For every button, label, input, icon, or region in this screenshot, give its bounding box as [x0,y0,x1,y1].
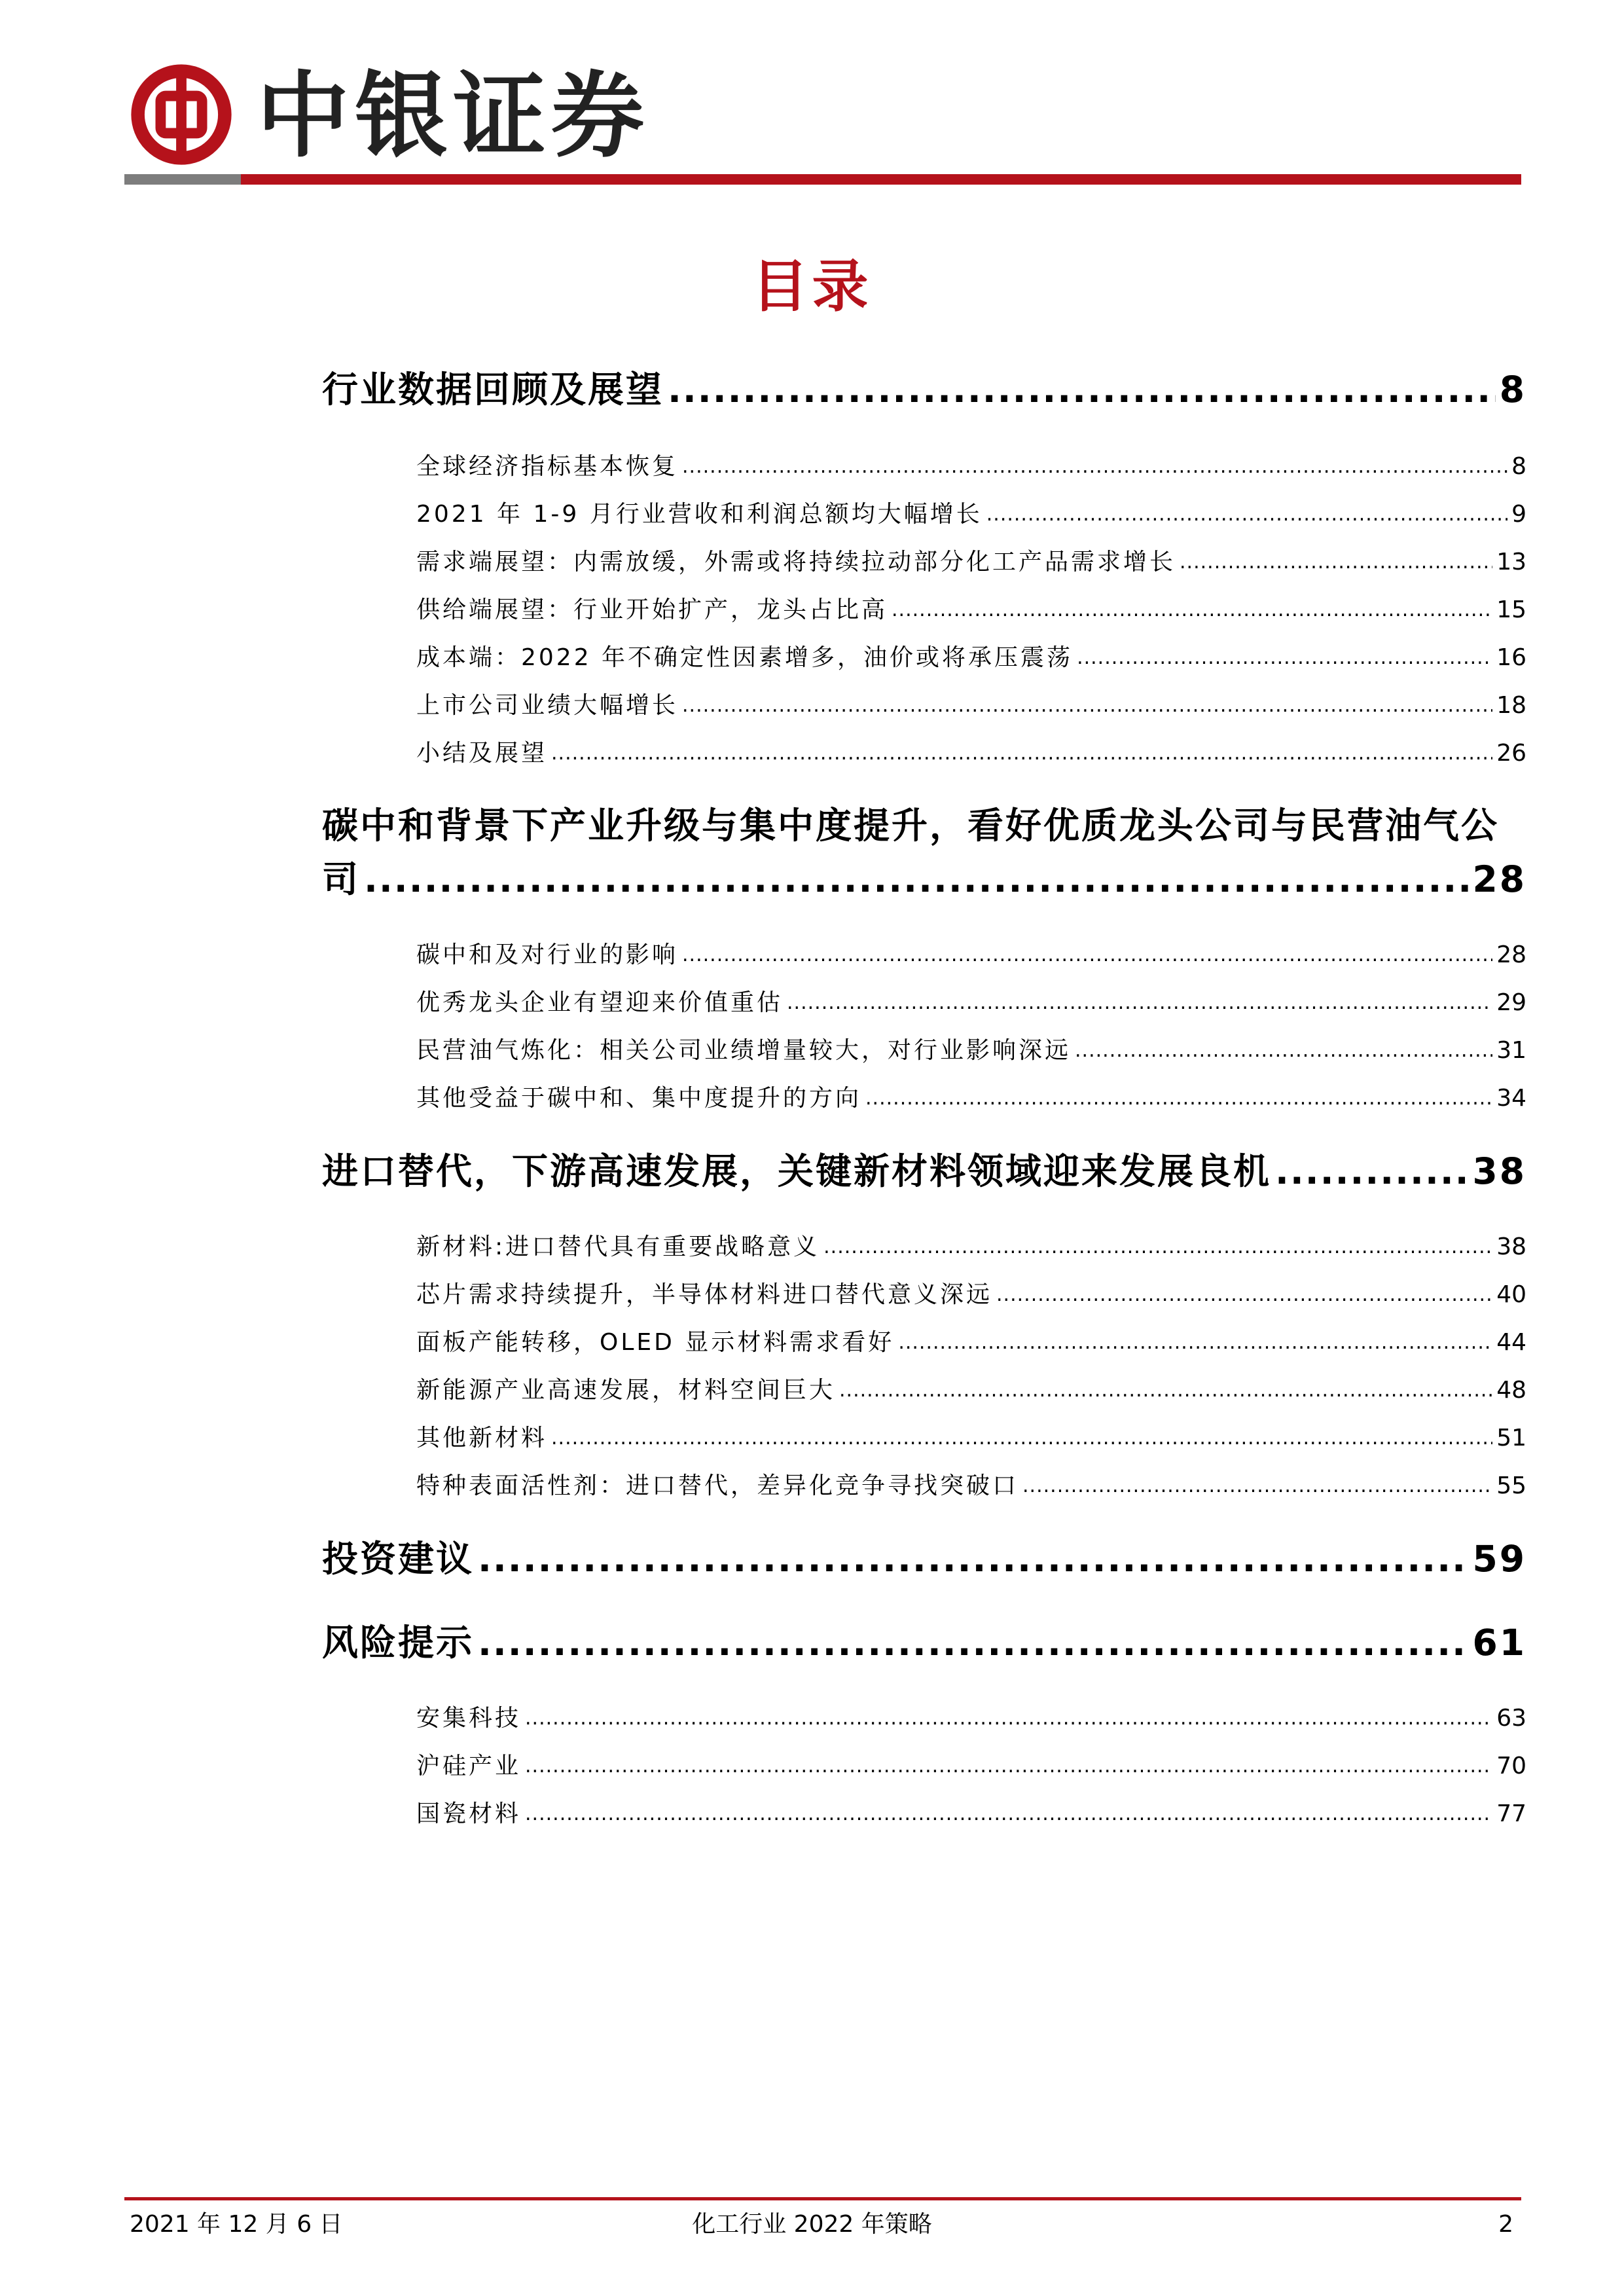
toc-page-number: 29 [1496,989,1526,1016]
header-divider-gray [124,174,241,185]
toc-page-number: 38 [1472,1150,1526,1192]
toc-page-number: 70 [1496,1753,1526,1779]
toc-leader [1077,642,1492,674]
toc-page-number: 61 [1472,1622,1526,1664]
toc-page-number: 8 [1499,369,1526,410]
bank-of-china-logo-icon [130,63,233,166]
footer-date: 2021 年 12 月 6 日 [130,2211,343,2238]
toc-leader [986,498,1507,531]
toc-item-title: 供给端展望：行业开始扩产，龙头占比高 [416,596,888,623]
toc-item-title: 其他受益于碳中和、集中度提升的方向 [416,1085,862,1112]
toc-leader [682,939,1492,972]
toc-leader [1180,546,1492,579]
toc-item[interactable] [416,1326,1526,1359]
toc-section-title: 进口替代，下游高速发展，关键新材料领域迎来发展良机 [322,1150,1272,1192]
toc-section-title: 行业数据回顾及展望 [322,369,664,410]
toc-page-number: 15 [1496,596,1526,623]
toc-leader [1075,1034,1492,1067]
toc-item[interactable] [416,1034,1526,1067]
toc-item-title: 碳中和及对行业的影响 [416,941,679,968]
toc-item-title: 需求端展望：内需放缓，外需或将持续拉动部分化工产品需求增长 [416,549,1176,575]
toc-page-number: 28 [1472,858,1526,900]
toc-leader [787,987,1492,1019]
toc-section-2-title-line1[interactable]: 碳中和背景下产业升级与集中度提升，看好优质龙头公司与民营油气公 [322,805,1500,847]
toc-item[interactable] [416,1750,1526,1783]
toc-item[interactable] [416,1422,1526,1455]
toc-item-title: 面板产能转移，OLED 显示材料需求看好 [416,1329,895,1356]
toc-page-number: 18 [1496,692,1526,719]
toc-page-number: 55 [1496,1472,1526,1499]
toc-leader [525,1798,1492,1831]
toc-item[interactable] [416,987,1526,1019]
toc-leader [551,737,1492,770]
footer-rule [124,2197,1521,2200]
toc-leader [682,689,1492,722]
toc-item[interactable] [416,1798,1526,1831]
footer-page-number: 2 [1498,2211,1513,2238]
toc-item-title: 新能源产业高速发展，材料空间巨大 [416,1377,836,1404]
toc-item-title: 新材料:进口替代具有重要战略意义 [416,1233,820,1260]
toc-page-number: 44 [1496,1329,1526,1356]
toc-item-title: 安集科技 [416,1705,522,1732]
toc-leader [525,1750,1492,1783]
toc-leader [823,1231,1492,1264]
toc-page-number: 8 [1511,453,1526,480]
toc-item[interactable] [416,689,1526,722]
toc-page-number: 63 [1496,1705,1526,1732]
toc-title: 目录 [751,254,873,319]
header-divider-red [241,174,1521,185]
toc-item[interactable] [416,594,1526,627]
toc-item-title: 上市公司业绩大幅增长 [416,692,679,719]
toc-item[interactable] [416,939,1526,972]
toc-page-number: 34 [1496,1085,1526,1112]
toc-item[interactable] [416,737,1526,770]
toc-leader [1275,1146,1468,1197]
toc-item-title: 芯片需求持续提升，半导体材料进口替代意义深远 [416,1281,993,1308]
toc-page-number: 31 [1496,1037,1526,1064]
toc-item-title: 小结及展望 [416,740,548,767]
toc-page-number: 59 [1472,1538,1526,1580]
toc-leader [1022,1470,1492,1503]
toc-item[interactable] [416,1374,1526,1407]
toc-item-title: 沪硅产业 [416,1753,522,1779]
toc-page-number: 51 [1496,1425,1526,1451]
toc-item[interactable] [416,1470,1526,1503]
toc-section-4[interactable] [322,1533,1526,1584]
brand-name: 中银证券 [257,62,649,170]
toc-leader [478,1533,1468,1584]
toc-section-5[interactable] [322,1617,1526,1668]
toc-item[interactable] [416,642,1526,674]
toc-item[interactable] [416,1702,1526,1735]
toc-item-title: 民营油气炼化：相关公司业绩增量较大，对行业影响深远 [416,1037,1072,1064]
toc-item[interactable] [416,546,1526,579]
toc-leader [525,1702,1492,1735]
toc-item[interactable] [416,1279,1526,1311]
toc-leader [478,1617,1468,1668]
toc-page-number: 13 [1496,549,1526,575]
toc-leader [996,1279,1492,1311]
toc-item-title: 国瓷材料 [416,1800,522,1827]
toc-leader [551,1422,1492,1455]
toc-page-number: 28 [1496,941,1526,968]
toc-page-number: 38 [1496,1233,1526,1260]
toc-page-number: 26 [1496,740,1526,767]
toc-leader [898,1326,1492,1359]
footer-report-title: 化工行业 2022 年策略 [692,2211,932,2238]
toc-section-3[interactable] [322,1146,1526,1197]
toc-item-title: 特种表面活性剂：进口替代，差异化竞争寻找突破口 [416,1472,1019,1499]
toc-leader [892,594,1492,627]
toc-item[interactable] [416,1231,1526,1264]
toc-item-title: 成本端：2022 年不确定性因素增多，油价或将承压震荡 [416,644,1074,671]
toc-page-number: 40 [1496,1281,1526,1308]
toc-section-2[interactable] [322,854,1526,905]
toc-leader [668,364,1496,415]
toc-item-title: 优秀龙头企业有望迎来价值重估 [416,989,784,1016]
toc-page-number: 16 [1496,644,1526,671]
toc-page-number: 77 [1496,1800,1526,1827]
toc-item[interactable] [416,450,1526,483]
toc-section-title: 投资建议 [322,1538,475,1580]
toc-section-title: 风险提示 [322,1622,475,1664]
toc-page-number: 48 [1496,1377,1526,1404]
toc-leader [682,450,1507,483]
toc-item[interactable] [416,1082,1526,1115]
toc-section-1[interactable] [322,364,1526,415]
toc-item-title: 全球经济指标基本恢复 [416,453,679,480]
toc-section-title: 司 [322,858,361,900]
toc-item-title: 2021 年 1-9 月行业营收和利润总额均大幅增长 [416,501,983,528]
toc-item[interactable] [416,498,1526,531]
toc-leader [364,854,1468,905]
toc-item-title: 其他新材料 [416,1425,548,1451]
toc-page-number: 9 [1511,501,1526,528]
toc-leader [865,1082,1492,1115]
toc-leader [839,1374,1492,1407]
